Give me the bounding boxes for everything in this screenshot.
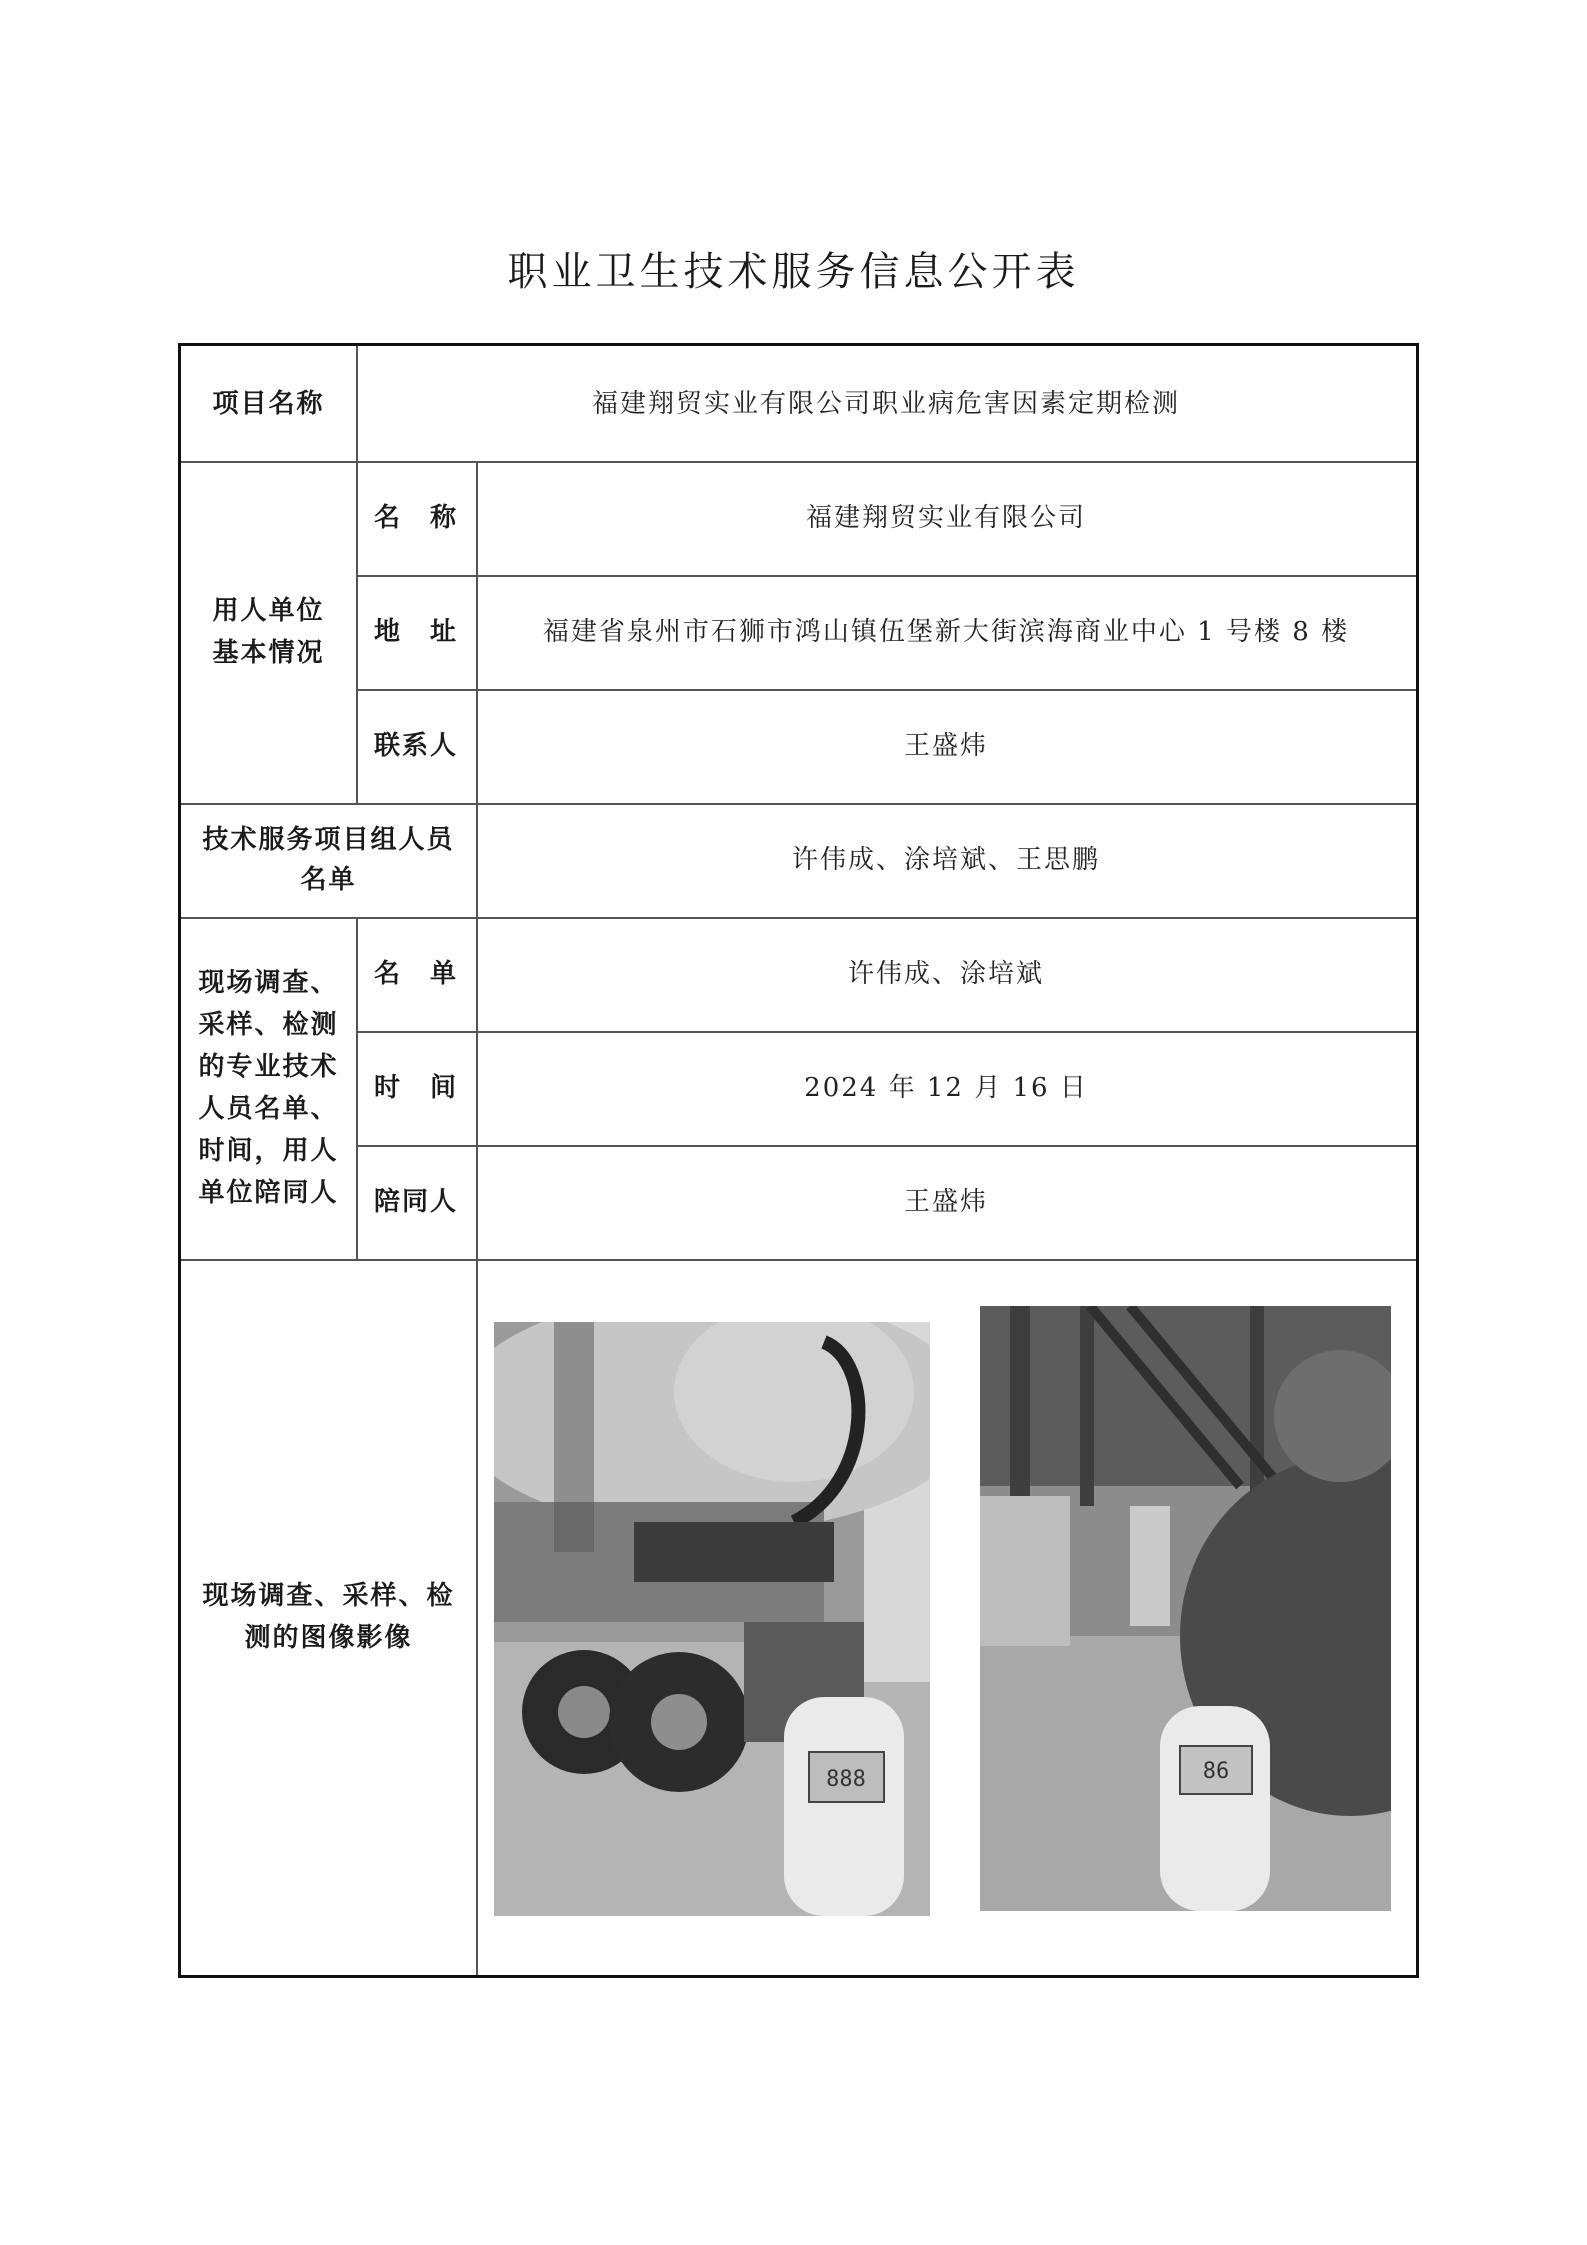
site-info-label-line: 人员名单、 [198,1094,339,1124]
site-info-label-line: 采样、检测 [198,1010,339,1040]
site-escort-value: 王盛炜 [903,1187,988,1217]
site-info-label-line: 单位陪同人 [198,1178,339,1208]
employer-info-label-line: 用人单位 [212,596,325,626]
images-label-line: 现场调查、采样、检 [202,1581,455,1611]
employer-info-label-line: 基本情况 [212,638,325,668]
employer-address-label: 地 址 [373,617,458,647]
site-time-label: 时 间 [373,1073,458,1103]
meter-reading-2: 86 [1202,1759,1230,1784]
site-info-label [181,917,356,1259]
meter-reading-1: 888 [826,1767,866,1792]
site-info-label-line: 现场调查、 [198,968,339,998]
team-label-line: 技术服务项目组人员 [202,825,455,855]
site-time-value: 2024 年 12 月 16 日 [804,1073,1088,1103]
site-list-value: 许伟成、涂培斌 [847,959,1044,989]
site-escort-label: 陪同人 [373,1187,458,1217]
project-name-label: 项目名称 [212,388,325,419]
employer-info-label [181,461,356,803]
site-list-label: 名 单 [373,959,458,989]
employer-contact-value: 王盛炜 [903,731,988,761]
photo-worker-stairs [980,1306,1391,1911]
photo-worker-stairs-sound-meter-icon [980,1306,1391,1911]
team-value: 许伟成、涂培斌、王思鹏 [791,845,1100,875]
project-name-value: 福建翔贸实业有限公司职业病危害因素定期检测 [591,388,1180,419]
employer-name-label: 名 称 [373,503,458,533]
team-label [181,803,476,917]
info-table [178,343,1419,1978]
employer-contact-label: 联系人 [373,731,458,761]
page-title: 职业卫生技术服务信息公开表 [507,249,1080,295]
images-label-line: 测的图像影像 [244,1623,413,1653]
employer-address-value: 福建省泉州市石狮市鸿山镇伍堡新大街滨海商业中心 1 号楼 8 楼 [542,617,1350,647]
site-info-label-line: 的专业技术 [198,1052,339,1082]
photo-tanker-truck [494,1322,930,1916]
employer-name-value: 福建翔贸实业有限公司 [805,503,1086,533]
photo-tanker-truck-sound-meter-icon [494,1322,930,1916]
team-label-line: 名单 [300,865,357,895]
images-label [181,1259,476,1975]
site-info-label-line: 时间，用人 [198,1136,339,1166]
